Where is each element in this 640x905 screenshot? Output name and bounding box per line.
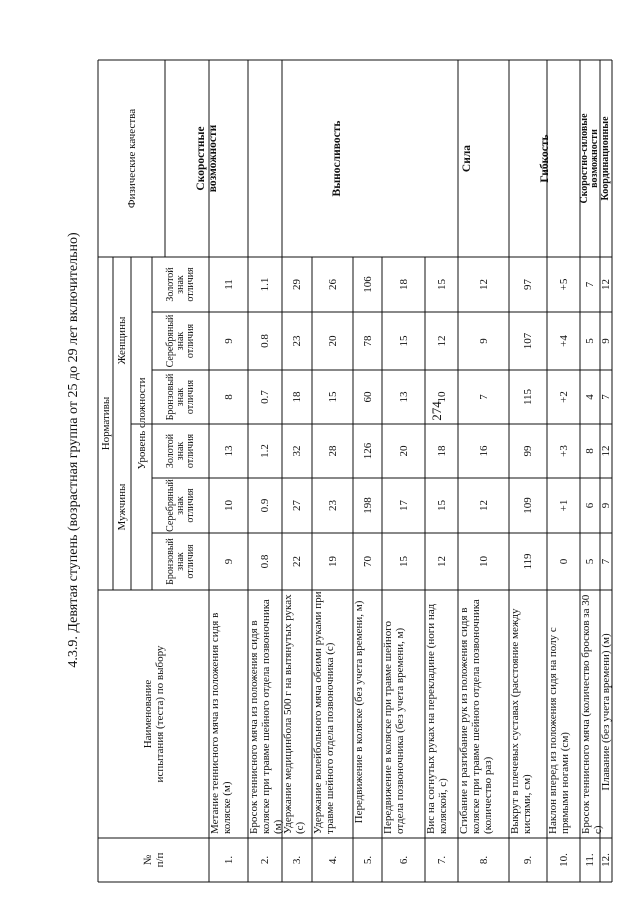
quality-flexibility: Гибкость (538, 134, 551, 183)
row-4-women-gold: 26 (326, 279, 339, 290)
row-11-name: Бросок теннисного мяча (количество бросков за 30 с) (580, 594, 604, 834)
row-9-men-gold: 99 (522, 445, 534, 457)
row-10-name: Наклон вперед из положения сидя на полу с прямыми ногами (см) (547, 627, 571, 834)
row-11-num: 11. (584, 853, 596, 867)
header-ms: Серебряный знак отличия (164, 479, 196, 532)
row-11-women-bronze: 4 (584, 394, 596, 400)
row-10-women-bronze: +2 (557, 391, 570, 403)
row-3-men-silver: 27 (291, 500, 303, 511)
row-5-women-silver: 78 (361, 335, 374, 347)
table-caption: 4.3.9. Девятая ступень (возрастная группа от 25 до 29 лет включительно) (66, 232, 81, 668)
row-5-men-bronze: 70 (361, 556, 374, 567)
header-mg: Золотой знак отличия (164, 433, 196, 469)
row-8-women-silver: 9 (477, 338, 490, 344)
row-1-women-bronze: 8 (222, 394, 235, 400)
row-9-num: 9. (522, 855, 534, 865)
row-7-women-bronze: 10 (435, 391, 448, 403)
row-12-men-bronze: 7 (600, 558, 612, 565)
row-11-men-bronze: 5 (584, 558, 596, 565)
row-1-men-gold: 13 (222, 445, 235, 457)
row-5-men-silver: 198 (361, 497, 374, 514)
row-7-name: Вис на согнутых руках на перекладине (ноги над коляской, с) (425, 603, 449, 834)
header-wg: Золотой знак отличия (164, 267, 196, 302)
row-8-name: Сгибание и разгибание рук из положения сидя в коляске при травме шейного отдела позвоночника (количество раз) (458, 599, 494, 834)
page-number: 274 (429, 401, 444, 421)
header-name: Наименование испытания (теста) по выбору (141, 645, 166, 783)
row-6-men-gold: 20 (397, 445, 410, 457)
row-8-women-gold: 12 (477, 279, 490, 290)
header-men: Мужчины (116, 483, 128, 531)
row-9-women-silver: 107 (522, 332, 534, 350)
row-9-women-gold: 97 (522, 279, 534, 290)
row-4-men-bronze: 19 (326, 556, 339, 567)
quality-strength: Сила (461, 144, 473, 173)
row-3-women-silver: 23 (291, 335, 303, 347)
row-10-num: 10. (557, 853, 570, 867)
row-8-num: 8. (477, 855, 490, 865)
row-2-men-gold: 1.2 (259, 444, 271, 458)
row-11-women-gold: 7 (584, 281, 596, 288)
row-3-men-bronze: 22 (291, 556, 303, 567)
row-2-num: 2. (259, 855, 271, 865)
header-ws: Серебряный знак отличия (164, 314, 196, 368)
row-12-women-bronze: 7 (600, 394, 612, 400)
quality-speed: Скоростные возможности (194, 124, 219, 193)
row-9-name: Выкрут в плечевых суставах (расстояние между кистями, см) (509, 608, 533, 834)
row-3-men-gold: 32 (291, 445, 303, 457)
row-1-men-bronze: 9 (222, 558, 235, 565)
row-5-men-gold: 126 (361, 442, 374, 460)
row-2-name: Бросок теннисного мяча из положения сидя в коляске при травме шейного отдела позвоночника (м) (248, 599, 284, 834)
quality-speed-strength: Скоростно-силовые возможности (579, 113, 600, 204)
row-10-women-gold: +5 (557, 278, 570, 291)
quality-coordination: Координационные (600, 116, 611, 201)
row-10-men-silver: +1 (557, 499, 570, 512)
row-1-women-silver: 9 (222, 338, 235, 344)
row-9-women-bronze: 115 (522, 388, 534, 406)
header-norms: Нормативы (99, 396, 112, 451)
row-7-men-gold: 18 (435, 445, 448, 457)
row-3-women-bronze: 18 (291, 391, 303, 403)
row-6-women-bronze: 13 (397, 391, 410, 403)
row-9-men-silver: 109 (522, 497, 534, 514)
row-12-num: 12. (600, 853, 612, 867)
row-5-women-gold: 106 (361, 276, 374, 293)
row-4-women-bronze: 15 (326, 391, 339, 403)
row-4-women-silver: 20 (326, 335, 339, 347)
row-1-num: 1. (222, 855, 235, 865)
row-2-women-gold: 1.1 (259, 277, 271, 292)
row-5-num: 5. (361, 855, 374, 865)
row-7-men-silver: 15 (435, 500, 448, 511)
row-3-num: 3. (291, 855, 303, 865)
row-2-men-bronze: 0.8 (259, 554, 271, 569)
row-5-women-bronze: 60 (361, 391, 374, 403)
row-12-men-silver: 9 (600, 502, 612, 509)
row-8-men-bronze: 10 (477, 556, 490, 567)
row-3-name: Удержание медицинбола 500 г на вытянутых руках (с) (282, 594, 306, 834)
row-6-name: Передвижение в коляске при травме шейного отдела позвоночника (без учета времени, м) (382, 620, 406, 834)
header-quality: Физические качества (125, 108, 138, 209)
row-9-men-bronze: 119 (522, 553, 534, 570)
row-2-men-silver: 0.9 (259, 498, 271, 513)
header-mb: Бронзовый знак отличия (164, 538, 196, 585)
header-women: Женщины (116, 316, 128, 365)
row-6-women-gold: 18 (397, 279, 410, 290)
row-3-women-gold: 29 (291, 279, 303, 290)
row-1-name: Метание теннисного мяча из положения сидя в коляске (м) (209, 612, 233, 834)
row-12-women-silver: 9 (600, 338, 612, 344)
row-6-men-silver: 17 (397, 500, 410, 511)
quality-endurance: Выносливость (330, 120, 343, 197)
header-wb: Бронзовый знак отличия (164, 373, 196, 421)
row-10-men-bronze: 0 (557, 558, 570, 565)
row-7-num: 7. (435, 855, 448, 865)
row-2-women-bronze: 0.7 (259, 390, 271, 404)
row-8-men-silver: 12 (477, 500, 490, 511)
row-4-men-silver: 23 (326, 500, 339, 511)
row-6-women-silver: 15 (397, 335, 410, 347)
row-7-women-gold: 15 (435, 279, 448, 290)
row-12-women-gold: 12 (600, 279, 612, 290)
row-11-women-silver: 5 (584, 338, 596, 344)
header-num: № п/п (141, 852, 166, 868)
row-5-name: Передвижение в коляске (без учета времени, м) (353, 600, 365, 824)
row-1-women-gold: 11 (222, 279, 235, 290)
row-6-num: 6. (397, 855, 410, 865)
row-10-men-gold: +3 (557, 445, 570, 457)
row-10-women-silver: +4 (557, 335, 570, 347)
row-8-men-gold: 16 (477, 445, 490, 457)
row-1-men-silver: 10 (222, 500, 235, 511)
row-7-women-silver: 12 (435, 335, 448, 347)
row-2-women-silver: 0.8 (259, 334, 271, 348)
row-11-men-silver: 6 (584, 502, 596, 509)
row-12-men-gold: 12 (600, 445, 612, 457)
row-12-name: Плавание (без учета времени) (м) (600, 633, 612, 791)
row-11-men-gold: 8 (584, 448, 596, 454)
row-4-men-gold: 28 (326, 445, 339, 457)
row-7-men-bronze: 12 (435, 556, 448, 567)
row-8-women-bronze: 7 (477, 394, 490, 400)
row-4-num: 4. (326, 855, 339, 865)
header-difficulty: Уровень сложности (135, 377, 148, 470)
row-6-men-bronze: 15 (397, 556, 410, 567)
row-4-name: Удержание волейбольного мяча обеими руками при травме шейного отдела позвоночника (с) (312, 591, 336, 834)
